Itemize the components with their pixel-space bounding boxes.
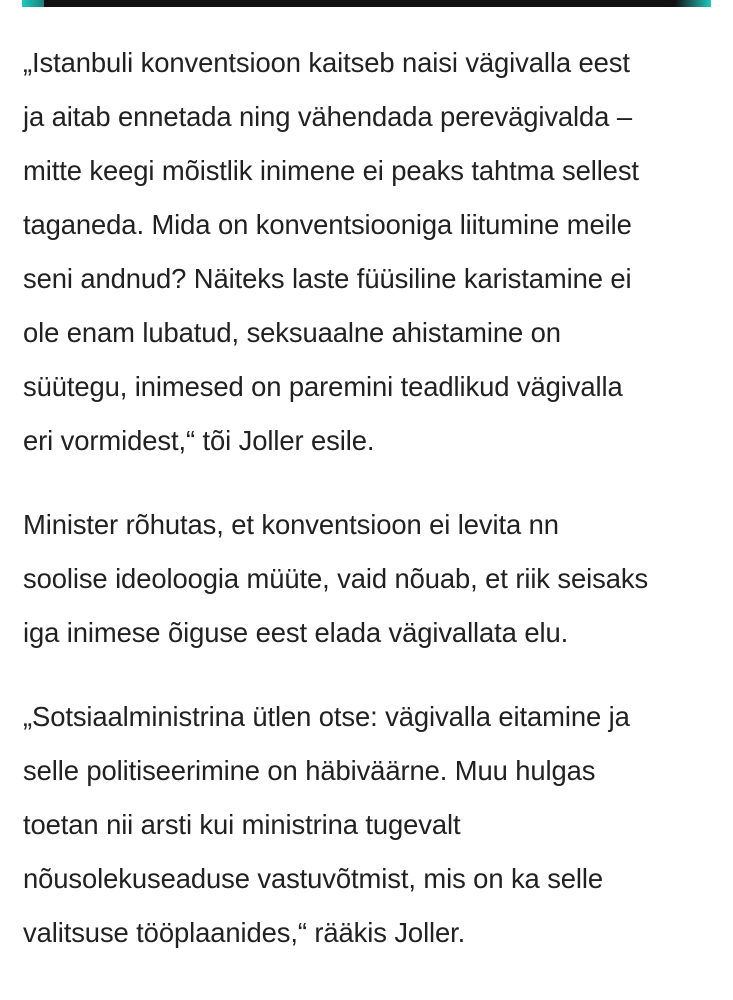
- paragraph-line: mitte keegi mõistlik inimene ei peaks tahtma sellest: [23, 155, 639, 186]
- paragraph-line: Minister rõhutas, et konventsioon ei levita nn: [23, 509, 559, 540]
- paragraph-line: ole enam lubatud, seksuaalne ahistamine on: [23, 317, 561, 348]
- paragraph-line: „Sotsiaalministrina ütlen otse: vägivalla eitamine ja: [23, 701, 630, 732]
- article-body: [23, 36, 713, 990]
- paragraph-line: toetan nii arsti kui ministrina tugevalt: [23, 809, 461, 840]
- paragraph-line: selle politiseerimine on häbiväärne. Muu hulgas: [23, 755, 596, 786]
- paragraph-line: seni andnud? Näiteks laste füüsiline karistamine ei: [23, 263, 632, 294]
- paragraph-line: süütegu, inimesed on paremini teadlikud vägivalla: [23, 371, 623, 402]
- paragraph-line: eri vormidest,“ tõi Joller esile.: [23, 425, 375, 456]
- image-accent-right: [675, 0, 711, 7]
- paragraph-line: valitsuse tööplaanides,“ rääkis Joller.: [23, 917, 466, 948]
- article-paragraph-1: [23, 36, 713, 468]
- article-image-bottom-edge: [22, 0, 711, 7]
- paragraph-line: ja aitab ennetada ning vähendada perevägivalda –: [23, 101, 632, 132]
- article-paragraph-2: [23, 498, 713, 660]
- paragraph-line: taganeda. Mida on konventsiooniga liitumine meile: [23, 209, 632, 240]
- paragraph-line: „Istanbuli konventsioon kaitseb naisi vägivalla eest: [23, 47, 630, 78]
- paragraph-line: nõusolekuseaduse vastuvõtmist, mis on ka selle: [23, 863, 604, 894]
- image-accent-left: [22, 0, 44, 7]
- paragraph-line: iga inimese õiguse eest elada vägivallata elu.: [23, 617, 569, 648]
- paragraph-line: soolise ideoloogia müüte, vaid nõuab, et riik seisaks: [23, 563, 649, 594]
- article-paragraph-3: [23, 690, 713, 960]
